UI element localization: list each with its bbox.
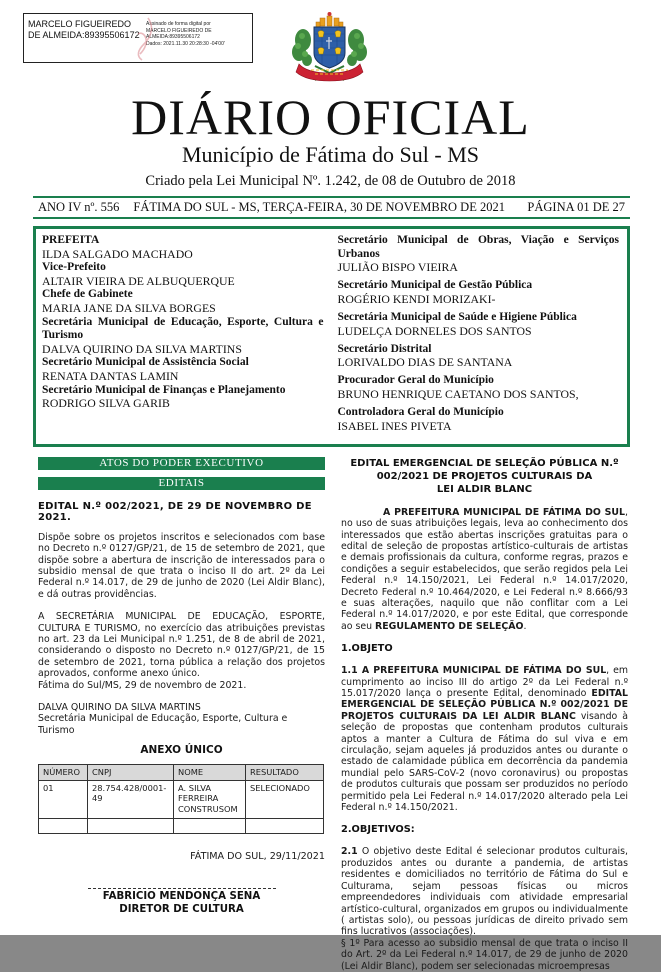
- preamble-paragraph: [341, 507, 628, 632]
- signature-name: MARCELO FIGUEIREDO DE ALMEIDA:89395506172: [28, 19, 140, 40]
- signature-detail-line: ALMEIDA:89395506172: [146, 34, 200, 40]
- official-name: RENATA DANTAS LAMIN: [42, 368, 179, 383]
- table-cell: 28.754.428/0001-49: [88, 780, 174, 818]
- table-cell: [174, 818, 246, 833]
- signature-detail-line: Assinado de forma digital por: [146, 21, 211, 27]
- preamble-text: , no uso de suas atribuições legais, leva ao conhecimento dos interessados que estão abertas inscrições gratuitas para o edital de seleção de propostas artístico-culturais de artistas e demais profissionais da cultura, conforme regras, prazos e condições a seguir estabelecidos, que serão regidos pela Lei Federal n.º 14.150/2021, Lei Federal n.º 14.017/2020, Decreto Federal n.º 10.464/2020, e Lei Federal n.º 8.666/93 e suas alterações, naquilo que não conflitar com a Lei Federal n.º 14.017/2020, e por este Edital, que corresponde ao seu: [341, 506, 628, 632]
- official-title: Procurador Geral do Município: [337, 374, 494, 387]
- section-1-1-bold-edital: EDITAL EMERGENCIAL DE SELEÇÃO PÚBLICA N.º 002/2021 DE PROJETOS CULTURAIS DA LEI ALDIR BLANC: [341, 688, 628, 722]
- page-number-info: PÁGINA 01 DE 27: [527, 200, 625, 214]
- section-1-1-text-end: visando à seleção de propostas que contenham produtos culturais aptos a manter a Cultura de Fátima do sul viva e em circulação, sejam aqueles já produzidos antes ou durante o estado de calamidade pública em decorrência da pandemia mundial pelo SARS-CoV-2 (novo coronavirus) ou propostas de produtos culturais que possam ser produzidos no período permitido pela Lei Federal n.º 14.017/2020 alterado pela Lei Federal n.º 14.150/2021.: [341, 710, 628, 814]
- edition-number: ANO IV nº. 556: [38, 200, 120, 214]
- official-name: RODRIGO SILVA GARIB: [42, 396, 170, 411]
- masthead-subtitle: Município de Fátima do Sul - MS: [182, 142, 479, 167]
- signature-details: [146, 17, 248, 59]
- section-1-1-text: , em cumprimento ao inciso III do artigo 2º da Lei Federal n.º 15.017/2020 lança o presente Edital, denominado: [341, 665, 628, 699]
- officials-right-column: [338, 234, 620, 438]
- section-2-1-bold-lead: 2.1: [341, 846, 358, 858]
- table-header-cell: NÚMERO: [39, 765, 88, 781]
- official-entry: [338, 406, 620, 433]
- table-header-cell: NOME: [174, 765, 246, 781]
- digital-signature-box: [23, 13, 253, 63]
- right-edital-heading-line: EDITAL EMERGENCIAL DE SELEÇÃO PÚBLICA N.º: [350, 457, 619, 469]
- official-title: Secretário Municipal de Finanças e Planejamento: [42, 383, 286, 396]
- table-header-cell: CNPJ: [88, 765, 174, 781]
- official-name: DALVA QUIRINO DA SILVA MARTINS: [42, 341, 242, 356]
- signer-name: DALVA QUIRINO DA SILVA MARTINS: [38, 702, 201, 713]
- section-2-1-subparagraph: § 1º Para acesso ao subsidio mensal de que trata o inciso II do Art. 2º da Lei Federal n.º 14.017, de 29 de junho de 2020 (Lei Aldir Blanc), podem ser selecionadas microempresas: [341, 937, 628, 972]
- section-2-1-paragraph: [341, 846, 628, 937]
- official-name: LUDELÇA DORNELES DOS SANTOS: [337, 323, 532, 338]
- right-edital-heading: [341, 457, 628, 496]
- official-title: Secretária Municipal de Saúde e Higiene Pública: [337, 310, 577, 323]
- official-name: MARIA JANE DA SILVA BORGES: [42, 300, 216, 315]
- official-name: ROGÉRIO KENDI MORIZAKI-: [337, 291, 496, 306]
- table-cell: SELECIONADO: [246, 780, 324, 818]
- official-title: Secretário Municipal de Obras, Viação e Serviços Urbanos: [337, 234, 619, 260]
- annex-table: [38, 764, 324, 834]
- signer-title: Secretária Municipal de Educação, Esporte, Cultura e Turismo: [38, 713, 288, 736]
- preamble-text-end: .: [523, 620, 527, 632]
- official-title: Controladora Geral do Município: [337, 406, 504, 419]
- official-title: Secretário Municipal de Assistência Social: [42, 356, 249, 369]
- official-title: Secretário Municipal de Gestão Pública: [337, 279, 533, 292]
- section-2-1-text: O objetivo deste Edital é selecionar produtos culturais, produzidos antes ou durante a pandemia, de artistas residentes e domiciliados no território de Fátima do Sul e Culturama, sejam pessoas físicas ou micros empreendedores individuais com atividade empresarial artístico-cultural, organizados em grupos ou individualmente ( artistas solo), ou pessoas jurídicas de direito privado sem fins lucrativos (associações).: [341, 846, 628, 938]
- official-name: ISABEL INES PIVETA: [337, 418, 452, 433]
- page-title: DIÁRIO OFICIAL: [131, 89, 530, 145]
- official-entry: [42, 356, 324, 383]
- table-cell: A. SILVA FERREIRA CONSTRUSOM: [174, 780, 246, 818]
- table-cell: [88, 818, 174, 833]
- right-edital-heading-line: 002/2021 DE PROJETOS CULTURAIS DA: [376, 470, 593, 482]
- section-1-title: 1.OBJETO: [341, 643, 393, 655]
- table-cell: [246, 818, 324, 833]
- official-name: LORIVALDO DIAS DE SANTANA: [337, 355, 513, 370]
- official-name: ILDA SALGADO MACHADO: [42, 246, 193, 261]
- table-row: [39, 780, 324, 818]
- official-title: PREFEITA: [42, 234, 100, 246]
- info-bar: [33, 196, 630, 219]
- official-title: Secretário Distrital: [337, 342, 432, 355]
- right-edital-heading-line: LEI ALDIR BLANC: [436, 483, 533, 495]
- preamble-bold-lead: A PREFEITURA MUNICIPAL DE FÁTIMA DO SUL: [383, 506, 626, 518]
- left-column: [38, 457, 325, 972]
- annex-title: ANEXO ÚNICO: [140, 744, 223, 757]
- section-bar-editais: EDITAIS: [38, 477, 325, 490]
- official-entry: [42, 288, 324, 315]
- table-cell: 01: [39, 780, 88, 818]
- preamble-bold-regulamento: REGULAMENTO DE SELEÇÃO: [375, 620, 524, 632]
- officials-box: [33, 226, 630, 447]
- edition-info: [38, 200, 519, 215]
- officials-left-column: [42, 234, 324, 438]
- edition-date: FÁTIMA DO SUL - MS, TERÇA-FEIRA, 30 DE NOVEMBRO DE 2021: [133, 200, 505, 214]
- section-1-1-bold-lead: 1.1 A PREFEITURA MUNICIPAL DE FÁTIMA DO SUL: [341, 665, 607, 677]
- signature-scribble-icon: [128, 16, 158, 62]
- director-title: DIRETOR DE CULTURA: [119, 904, 244, 916]
- municipal-coat-of-arms: [287, 10, 375, 88]
- official-entry: [338, 279, 620, 306]
- official-entry: [338, 234, 620, 275]
- table-cell: [39, 818, 88, 833]
- section-1-1-paragraph: [341, 665, 628, 813]
- table-header-row: [39, 765, 324, 781]
- official-title: Vice-Prefeito: [42, 261, 106, 274]
- city-date-line: FÁTIMA DO SUL, 29/11/2021: [190, 850, 325, 862]
- official-name: JULIÃO BISPO VIEIRA: [337, 260, 458, 275]
- right-column: [341, 457, 628, 972]
- masthead-tagline: Criado pela Lei Municipal Nº. 1.242, de 08 de Outubro de 2018: [145, 173, 516, 189]
- official-entry: [338, 311, 620, 338]
- table-header-cell: RESULTADO: [246, 765, 324, 781]
- body-columns: [0, 447, 661, 972]
- director-signature-area: [38, 888, 325, 917]
- signature-detail-line: MARCELO FIGUEIREDO DE: [146, 27, 212, 34]
- masthead: [0, 89, 661, 189]
- signature-detail-line: Dados: 2021.11.30 20:28:30 -04'00': [146, 40, 225, 47]
- official-name: ALTAIR VIEIRA DE ALBUQUERQUE: [42, 273, 235, 288]
- edital-paragraph-1: Dispõe sobre os projetos inscritos e selecionados com base no Decreto n.º 0127/GP/21, de 15 de setembro de 2021, que dispõe sobre a abertura de inscrição de interessados para o subsidio mensal de que trata o inciso II do art. 2º da Lei Federal n.º 14.017, de 29 de junho de 2020 (Lei Aldir Blanc), e dá outras providências.: [38, 531, 325, 600]
- official-title: Secretária Municipal de Educação, Esporte, Cultura e Turismo: [42, 315, 324, 342]
- official-entry: [42, 316, 324, 357]
- edital-heading: EDITAL N.º 002/2021, DE 29 DE NOVEMBRO DE 2021.: [38, 500, 312, 523]
- page-header: [0, 0, 661, 92]
- table-row: [39, 818, 324, 833]
- director-name: FABRICIO MENDONÇA SENA: [102, 890, 261, 902]
- official-entry: [42, 234, 324, 261]
- edital-paragraph-2: A SECRETÁRIA MUNICIPAL DE EDUCAÇÃO, ESPORTE, CULTURA E TURISMO, no exercício das atribuições previstas no art. 23 da Lei Municipal n.º 1.251, de 8 de abril de 2021, considerando o disposto no Decreto n.º 0127/GP/21, de 15 de setembro de 2021, torna pública a relação dos projetos aprovados, conforme anexo único.: [38, 611, 325, 680]
- official-entry: [338, 343, 620, 370]
- official-entry: [42, 261, 324, 288]
- official-entry: [338, 374, 620, 401]
- signature-rule: [88, 888, 276, 889]
- section-2-title: 2.OBJETIVOS:: [341, 824, 415, 836]
- official-entry: [42, 384, 324, 411]
- official-title: Chefe de Gabinete: [42, 288, 133, 301]
- section-bar-atos-do-poder-executivo: ATOS DO PODER EXECUTIVO: [38, 457, 325, 470]
- edital-date-line: Fátima do Sul/MS, 29 de novembro de 2021.: [38, 679, 247, 691]
- official-name: BRUNO HENRIQUE CAETANO DOS SANTOS,: [337, 386, 579, 401]
